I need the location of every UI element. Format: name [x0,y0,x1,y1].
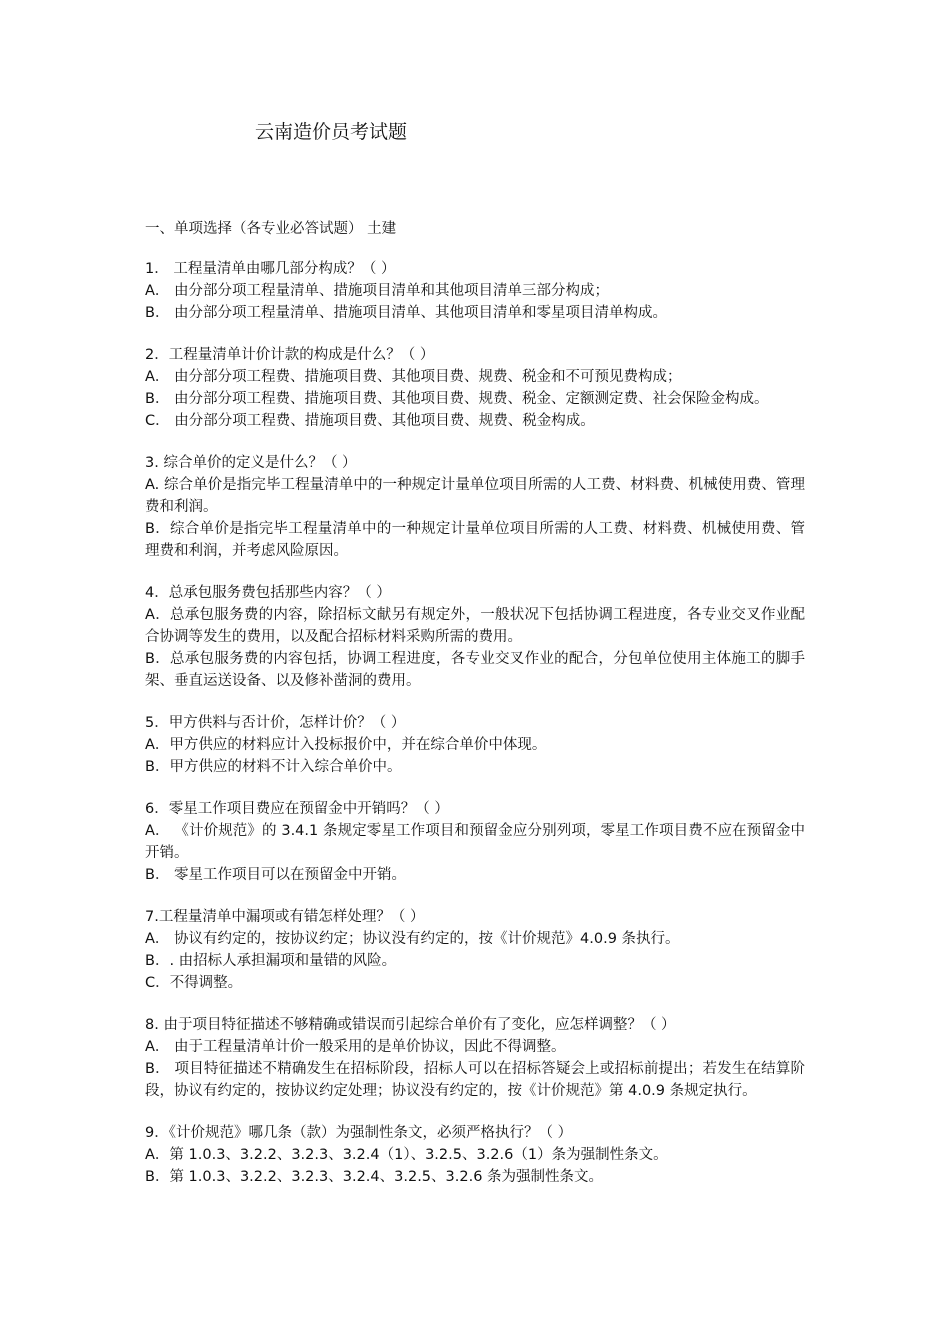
option-b: B．总承包服务费的内容包括，协调工程进度，各专业交叉作业的配合，分包单位使用主体施工的脚手架、垂直运送设备、以及修补凿洞的费用。 [145,651,805,689]
option-a: A． 《计价规范》的 3.4.1 条规定零星工作项目和预留金应分别列项，零星工作项目费不应在预留金中开销。 [145,823,805,861]
question-stem: 1． 工程量清单由哪几部分构成？（ ） [145,261,396,277]
question-list [145,258,805,1208]
question-4 [145,582,805,692]
option-a: A．甲方供应的材料应计入投标报价中，并在综合单价中体现。 [145,737,547,753]
question-stem: 7.工程量清单中漏项或有错怎样处理？（ ） [145,909,425,925]
option-a: A． 由分部分项工程费、措施项目费、其他项目费、规费、税金和不可预见费构成； [145,369,682,385]
question-stem: 5．甲方供料与否计价，怎样计价？（ ） [145,715,406,731]
question-6 [145,798,805,886]
question-7 [145,906,805,994]
question-5 [145,712,805,778]
option-a: A． 由分部分项工程量清单、措施项目清单和其他项目清单三部分构成； [145,283,610,299]
option-a: A. 综合单价是指完毕工程量清单中的一种规定计量单位项目所需的人工费、材料费、机械使用费、管理费和利润。 [145,477,805,515]
option-b: B． 项目特征描述不精确发生在招标阶段，招标人可以在招标答疑会上或招标前提出；若发生在结算阶段，协议有约定的，按协议约定处理；协议没有约定的，按《计价规范》第 4.0.9 条规定执行。 [145,1061,805,1099]
option-b: B．第 1.0.3、3.2.2、3.2.3、3.2.4、3.2.5、3.2.6 条为强制性条文。 [145,1169,604,1185]
question-stem: 9．《计价规范》哪几条（款）为强制性条文，必须严格执行？（ ） [145,1125,573,1141]
question-8 [145,1014,805,1102]
option-b: B． 零星工作项目可以在预留金中开销。 [145,867,407,883]
question-stem: 4．总承包服务费包括那些内容？（ ） [145,585,391,601]
question-stem: 8. 由于项目特征描述不够精确或错误而引起综合单价有了变化，应怎样调整？（ ） [145,1017,676,1033]
option-a: A． 由于工程量清单计价一般采用的是单价协议，因此不得调整。 [145,1039,566,1055]
option-b: B． 由分部分项工程费、措施项目费、其他项目费、规费、税金、定额测定费、社会保险金构成。 [145,391,769,407]
option-c: C． 由分部分项工程费、措施项目费、其他项目费、规费、税金构成。 [145,413,595,429]
option-b: B．. 由招标人承担漏项和量错的风险。 [145,953,397,969]
option-a: A．总承包服务费的内容，除招标文献另有规定外，一般状况下包括协调工程进度，各专业交叉作业配合协调等发生的费用，以及配合招标材料采购所需的费用。 [145,607,805,645]
section-heading: 一、单项选择（各专业必答试题） 土建 [145,221,397,237]
option-b: B．综合单价是指完毕工程量清单中的一种规定计量单位项目所需的人工费、材料费、机械使用费、管理费和利润，并考虑风险原因。 [145,521,805,559]
question-1 [145,258,805,324]
option-b: B．甲方供应的材料不计入综合单价中。 [145,759,402,775]
option-b: B． 由分部分项工程量清单、措施项目清单、其他项目清单和零星项目清单构成。 [145,305,668,321]
question-stem: 2．工程量清单计价计款的构成是什么？（ ） [145,347,435,363]
option-a: A．第 1.0.3、3.2.2、3.2.3、3.2.4（1）、3.2.5、3.2.6（1）条为强制性条文。 [145,1147,668,1163]
question-3 [145,452,805,562]
question-9 [145,1122,805,1188]
document-title: 云南造价员考试题 [255,121,408,143]
question-2 [145,344,805,432]
option-c: C．不得调整。 [145,975,243,991]
question-stem: 3. 综合单价的定义是什么？（ ） [145,455,357,471]
question-stem: 6．零星工作项目费应在预留金中开销吗？（ ） [145,801,449,817]
option-a: A． 协议有约定的，按协议约定；协议没有约定的，按《计价规范》4.0.9 条执行。 [145,931,680,947]
